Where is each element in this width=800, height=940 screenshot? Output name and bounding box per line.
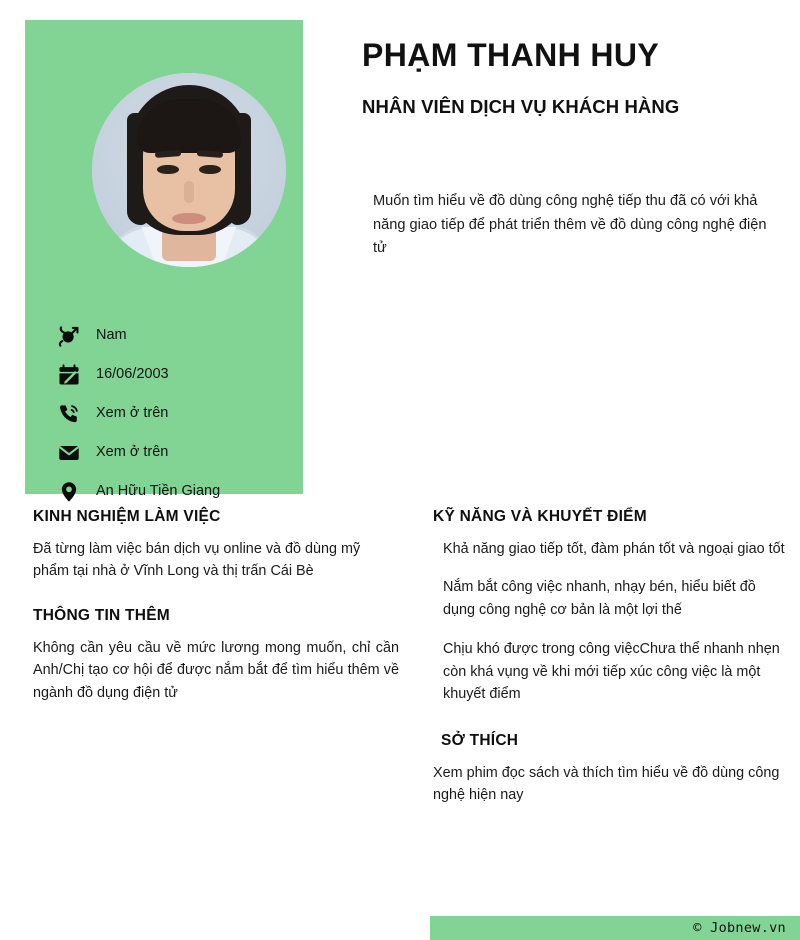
location-pin-icon <box>58 481 86 503</box>
contact-value-phone: Xem ở trên <box>96 404 169 421</box>
section-additional-info <box>33 607 399 705</box>
job-title: NHÂN VIÊN DỊCH VỤ KHÁCH HÀNG <box>362 96 680 117</box>
profile-panel <box>25 20 303 499</box>
section-title-additional-info: THÔNG TIN THÊM <box>33 607 170 625</box>
skill-item: Khả năng giao tiếp tốt, đàm phán tốt và ngoại giao tốt <box>443 540 785 557</box>
left-column <box>33 508 399 705</box>
page-title: PHẠM THANH HUY <box>362 37 660 73</box>
photo-mouth <box>172 213 206 224</box>
calendar-edit-icon <box>58 364 86 386</box>
section-body-additional-info: Không cần yêu cầu về mức lương mong muốn, chỉ cần Anh/Chị tạo cơ hội để được nắm bắt để tìm hiểu thêm về ngành đồ dụng điện tử <box>33 639 399 702</box>
photo-eye-right <box>199 165 221 174</box>
right-column <box>433 508 785 807</box>
section-hobbies <box>433 732 785 807</box>
photo-hair-top <box>137 99 241 153</box>
footer-credit: © Jobnew.vn <box>693 920 786 936</box>
section-experience <box>33 508 399 583</box>
gender-icon <box>58 325 86 347</box>
section-body-experience: Đã từng làm việc bán dịch vụ online và đồ dùng mỹ phẩm tại nhà ở Vĩnh Long và thị trấn Cái Bè <box>33 540 361 580</box>
footer-bar <box>430 916 800 940</box>
contact-row-phone <box>58 394 320 433</box>
contact-value-birthdate: 16/06/2003 <box>96 365 169 382</box>
section-title-experience: KINH NGHIỆM LÀM VIỆC <box>33 508 221 525</box>
section-title-skills: KỸ NĂNG VÀ KHUYẾT ĐIỂM <box>433 508 647 525</box>
section-body-hobbies: Xem phim đọc sách và thích tìm hiểu về đồ dùng công nghệ hiện nay <box>433 764 780 804</box>
envelope-icon <box>58 442 86 464</box>
skill-item: Nắm bắt công việc nhanh, nhạy bén, hiểu biết đồ dụng công nghệ cơ bản là một lợi thế <box>443 579 756 619</box>
section-skills <box>433 508 785 706</box>
skill-item: Chịu khó được trong công việcChưa thể nhanh nhẹn còn khá vụng về khi mới tiếp xúc công việc là một khuyết điểm <box>443 640 780 703</box>
profile-summary: Muốn tìm hiểu về đồ dùng công nghệ tiếp thu đã có với khả năng giao tiếp để phát triển thêm về đồ dùng công nghệ điện tử <box>373 193 767 257</box>
contact-value-email: Xem ở trên <box>96 443 169 460</box>
contact-list <box>58 316 320 511</box>
contact-row-address <box>58 472 320 511</box>
portrait-photo <box>92 73 286 267</box>
contact-row-email <box>58 433 320 472</box>
photo-nose <box>184 181 194 203</box>
contact-row-birthdate <box>58 355 320 394</box>
contact-value-address: An Hữu Tiền Giang <box>96 482 221 499</box>
photo-eye-left <box>157 165 179 174</box>
avatar <box>92 73 286 267</box>
contact-row-gender <box>58 316 320 355</box>
section-title-hobbies: SỞ THÍCH <box>441 732 519 750</box>
contact-value-gender: Nam <box>96 326 127 343</box>
phone-icon <box>58 403 86 425</box>
